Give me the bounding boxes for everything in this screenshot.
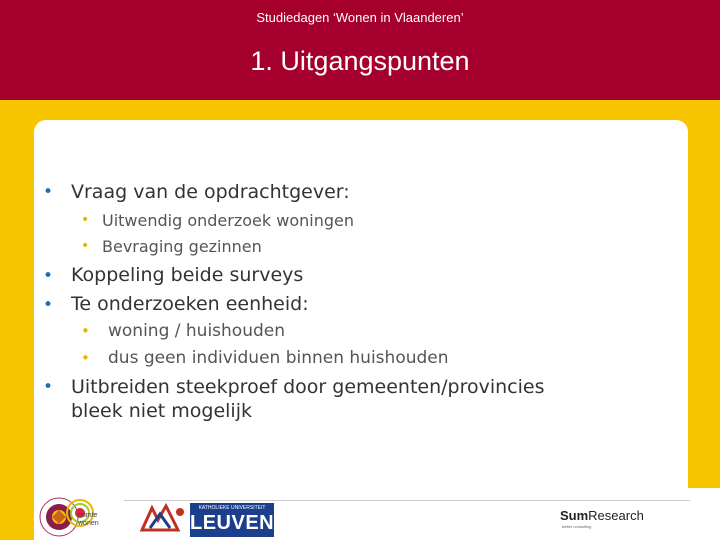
logo-separator bbox=[124, 500, 690, 501]
hiva-logo-icon bbox=[138, 500, 188, 538]
bullet-item-4: Uitbreiden steekproef door gemeenten/provincies bbox=[71, 376, 545, 398]
bullet-icon: • bbox=[43, 182, 54, 202]
sub-bullet-item-2: Bevraging gezinnen bbox=[102, 237, 262, 256]
bullet-icon: • bbox=[81, 349, 90, 367]
wonen-line-1: ruimte bbox=[78, 512, 98, 519]
sumresearch-tagline: better consulting bbox=[562, 524, 592, 529]
sumresearch-suffix: Research bbox=[588, 508, 644, 523]
bullet-item-3: Te onderzoeken eenheid: bbox=[71, 293, 309, 315]
sumresearch-prefix: Sum bbox=[560, 508, 589, 523]
bullet-icon: • bbox=[43, 377, 54, 397]
ku-leuven-small-text: KATHOLIEKE UNIVERSITEIT bbox=[198, 505, 266, 511]
ku-leuven-big-text: LEUVEN bbox=[190, 512, 275, 534]
bullet-item-1: Vraag van de opdrachtgever: bbox=[71, 181, 350, 203]
bullet-icon: • bbox=[81, 238, 90, 254]
sumresearch-logo bbox=[560, 508, 644, 523]
bullet-icon: • bbox=[81, 322, 90, 340]
bullet-item-2: Koppeling beide surveys bbox=[71, 264, 304, 286]
conference-title: Studiedagen ‘Wonen in Vlaanderen’ bbox=[256, 10, 464, 25]
bullet-icon: • bbox=[81, 212, 90, 228]
sub-bullet-item-4: dus geen individuen binnen huishouden bbox=[108, 348, 449, 368]
sub-bullet-item-3: woning / huishouden bbox=[108, 321, 286, 341]
logo-strip-edge bbox=[688, 488, 720, 540]
ruimte-wonen-label bbox=[78, 512, 99, 528]
slide-title: 1. Uitgangspunten bbox=[250, 46, 470, 76]
wonen-line-2: wonen bbox=[78, 520, 99, 527]
bullet-item-4-continuation: bleek niet mogelijk bbox=[71, 400, 252, 422]
bullet-icon: • bbox=[43, 295, 54, 315]
sub-bullet-item-1: Uitwendig onderzoek woningen bbox=[102, 211, 354, 230]
bullet-icon: • bbox=[43, 266, 54, 286]
